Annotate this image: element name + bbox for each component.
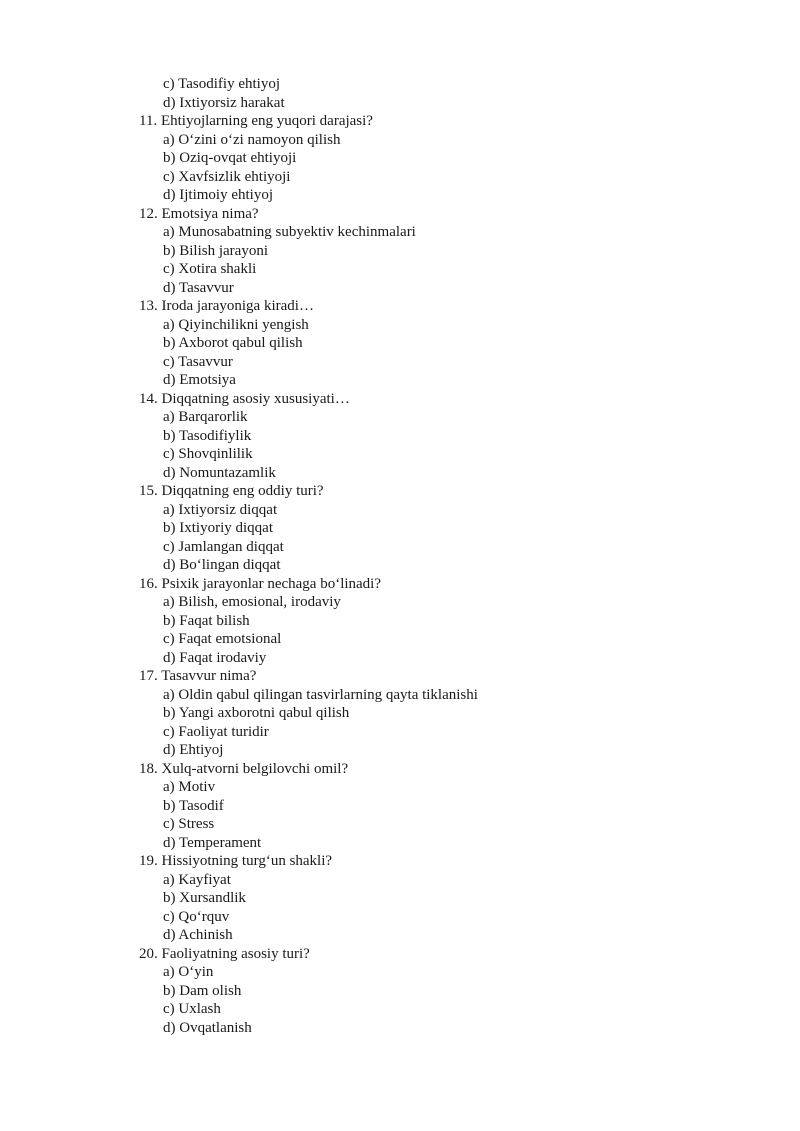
option-line: b) Faqat bilish bbox=[163, 612, 250, 629]
option-line: b) Oziq-ovqat ehtiyoji bbox=[163, 150, 297, 166]
question-16: 16. Psixik jarayonlar nechaga bo‘linadi? bbox=[139, 575, 382, 592]
option-line: d) Achinish bbox=[163, 927, 233, 943]
option-line: c) Faoliyat turidir bbox=[163, 723, 269, 740]
option-line: a) Oldin qabul qilingan tasvirlarning qayta tiklanishi bbox=[163, 686, 478, 703]
option-line: d) Ijtimoiy ehtiyoj bbox=[163, 187, 273, 203]
option-line: c) Tasavvur bbox=[163, 353, 233, 370]
option-line: b) Ixtiyoriy diqqat bbox=[163, 520, 273, 536]
option-line: a) Barqarorlik bbox=[163, 409, 248, 425]
option-line: d) Ixtiyorsiz harakat bbox=[163, 94, 285, 111]
option-line: c) Uxlash bbox=[163, 1001, 221, 1017]
question-15: 15. Diqqatning eng oddiy turi? bbox=[139, 483, 324, 499]
question-13: 13. Iroda jarayoniga kiradi… bbox=[139, 298, 314, 314]
option-line: c) Xavfsizlik ehtiyoji bbox=[163, 168, 291, 185]
option-line: a) Ixtiyorsiz diqqat bbox=[163, 501, 278, 518]
option-line: b) Axborot qabul qilish bbox=[163, 335, 303, 351]
option-line: d) Emotsiya bbox=[163, 372, 236, 388]
option-line: c) Qo‘rquv bbox=[163, 908, 230, 925]
question-20: 20. Faoliyatning asosiy turi? bbox=[139, 945, 310, 962]
option-line: b) Dam olish bbox=[163, 982, 242, 999]
question-19: 19. Hissiyotning turg‘un shakli? bbox=[139, 853, 333, 869]
option-line: d) Ehtiyoj bbox=[163, 742, 224, 758]
option-line: c) Shovqinlilik bbox=[163, 446, 253, 462]
option-line: c) Xotira shakli bbox=[163, 261, 257, 277]
option-line: b) Yangi axborotni qabul qilish bbox=[163, 705, 350, 721]
option-line: c) Stress bbox=[163, 816, 215, 832]
option-line: d) Bo‘lingan diqqat bbox=[163, 557, 281, 573]
option-line: b) Xursandlik bbox=[163, 890, 246, 906]
option-line: a) Motiv bbox=[163, 779, 216, 795]
option-line: a) Bilish, emosional, irodaviy bbox=[163, 594, 341, 610]
option-line: a) O‘yin bbox=[163, 964, 214, 980]
option-line: b) Tasodifiylik bbox=[163, 427, 252, 444]
question-14: 14. Diqqatning asosiy xususiyati… bbox=[139, 390, 350, 407]
question-12: 12. Emotsiya nima? bbox=[139, 205, 259, 222]
option-line: b) Bilish jarayoni bbox=[163, 242, 268, 259]
question-17: 17. Tasavvur nima? bbox=[139, 668, 257, 684]
option-line: c) Faqat emotsional bbox=[163, 631, 282, 647]
option-line: c) Jamlangan diqqat bbox=[163, 538, 284, 555]
option-line: d) Nomuntazamlik bbox=[163, 464, 276, 481]
option-line: b) Tasodif bbox=[163, 797, 224, 814]
quiz-content bbox=[139, 75, 739, 1037]
option-line: d) Temperament bbox=[163, 834, 262, 851]
option-line: d) Faqat irodaviy bbox=[163, 649, 267, 666]
option-line: a) Kayfiyat bbox=[163, 871, 231, 888]
option-line: a) Munosabatning subyektiv kechinmalari bbox=[163, 224, 416, 240]
option-line: d) Tasavvur bbox=[163, 279, 234, 296]
option-line: c) Tasodifiy ehtiyoj bbox=[163, 76, 280, 92]
question-18: 18. Xulq-atvorni belgilovchi omil? bbox=[139, 760, 349, 777]
option-line: a) O‘zini o‘zi namoyon qilish bbox=[163, 131, 341, 148]
question-11: 11. Ehtiyojlarning eng yuqori darajasi? bbox=[139, 113, 373, 129]
option-line: a) Qiyinchilikni yengish bbox=[163, 316, 309, 333]
option-line: d) Ovqatlanish bbox=[163, 1019, 252, 1036]
